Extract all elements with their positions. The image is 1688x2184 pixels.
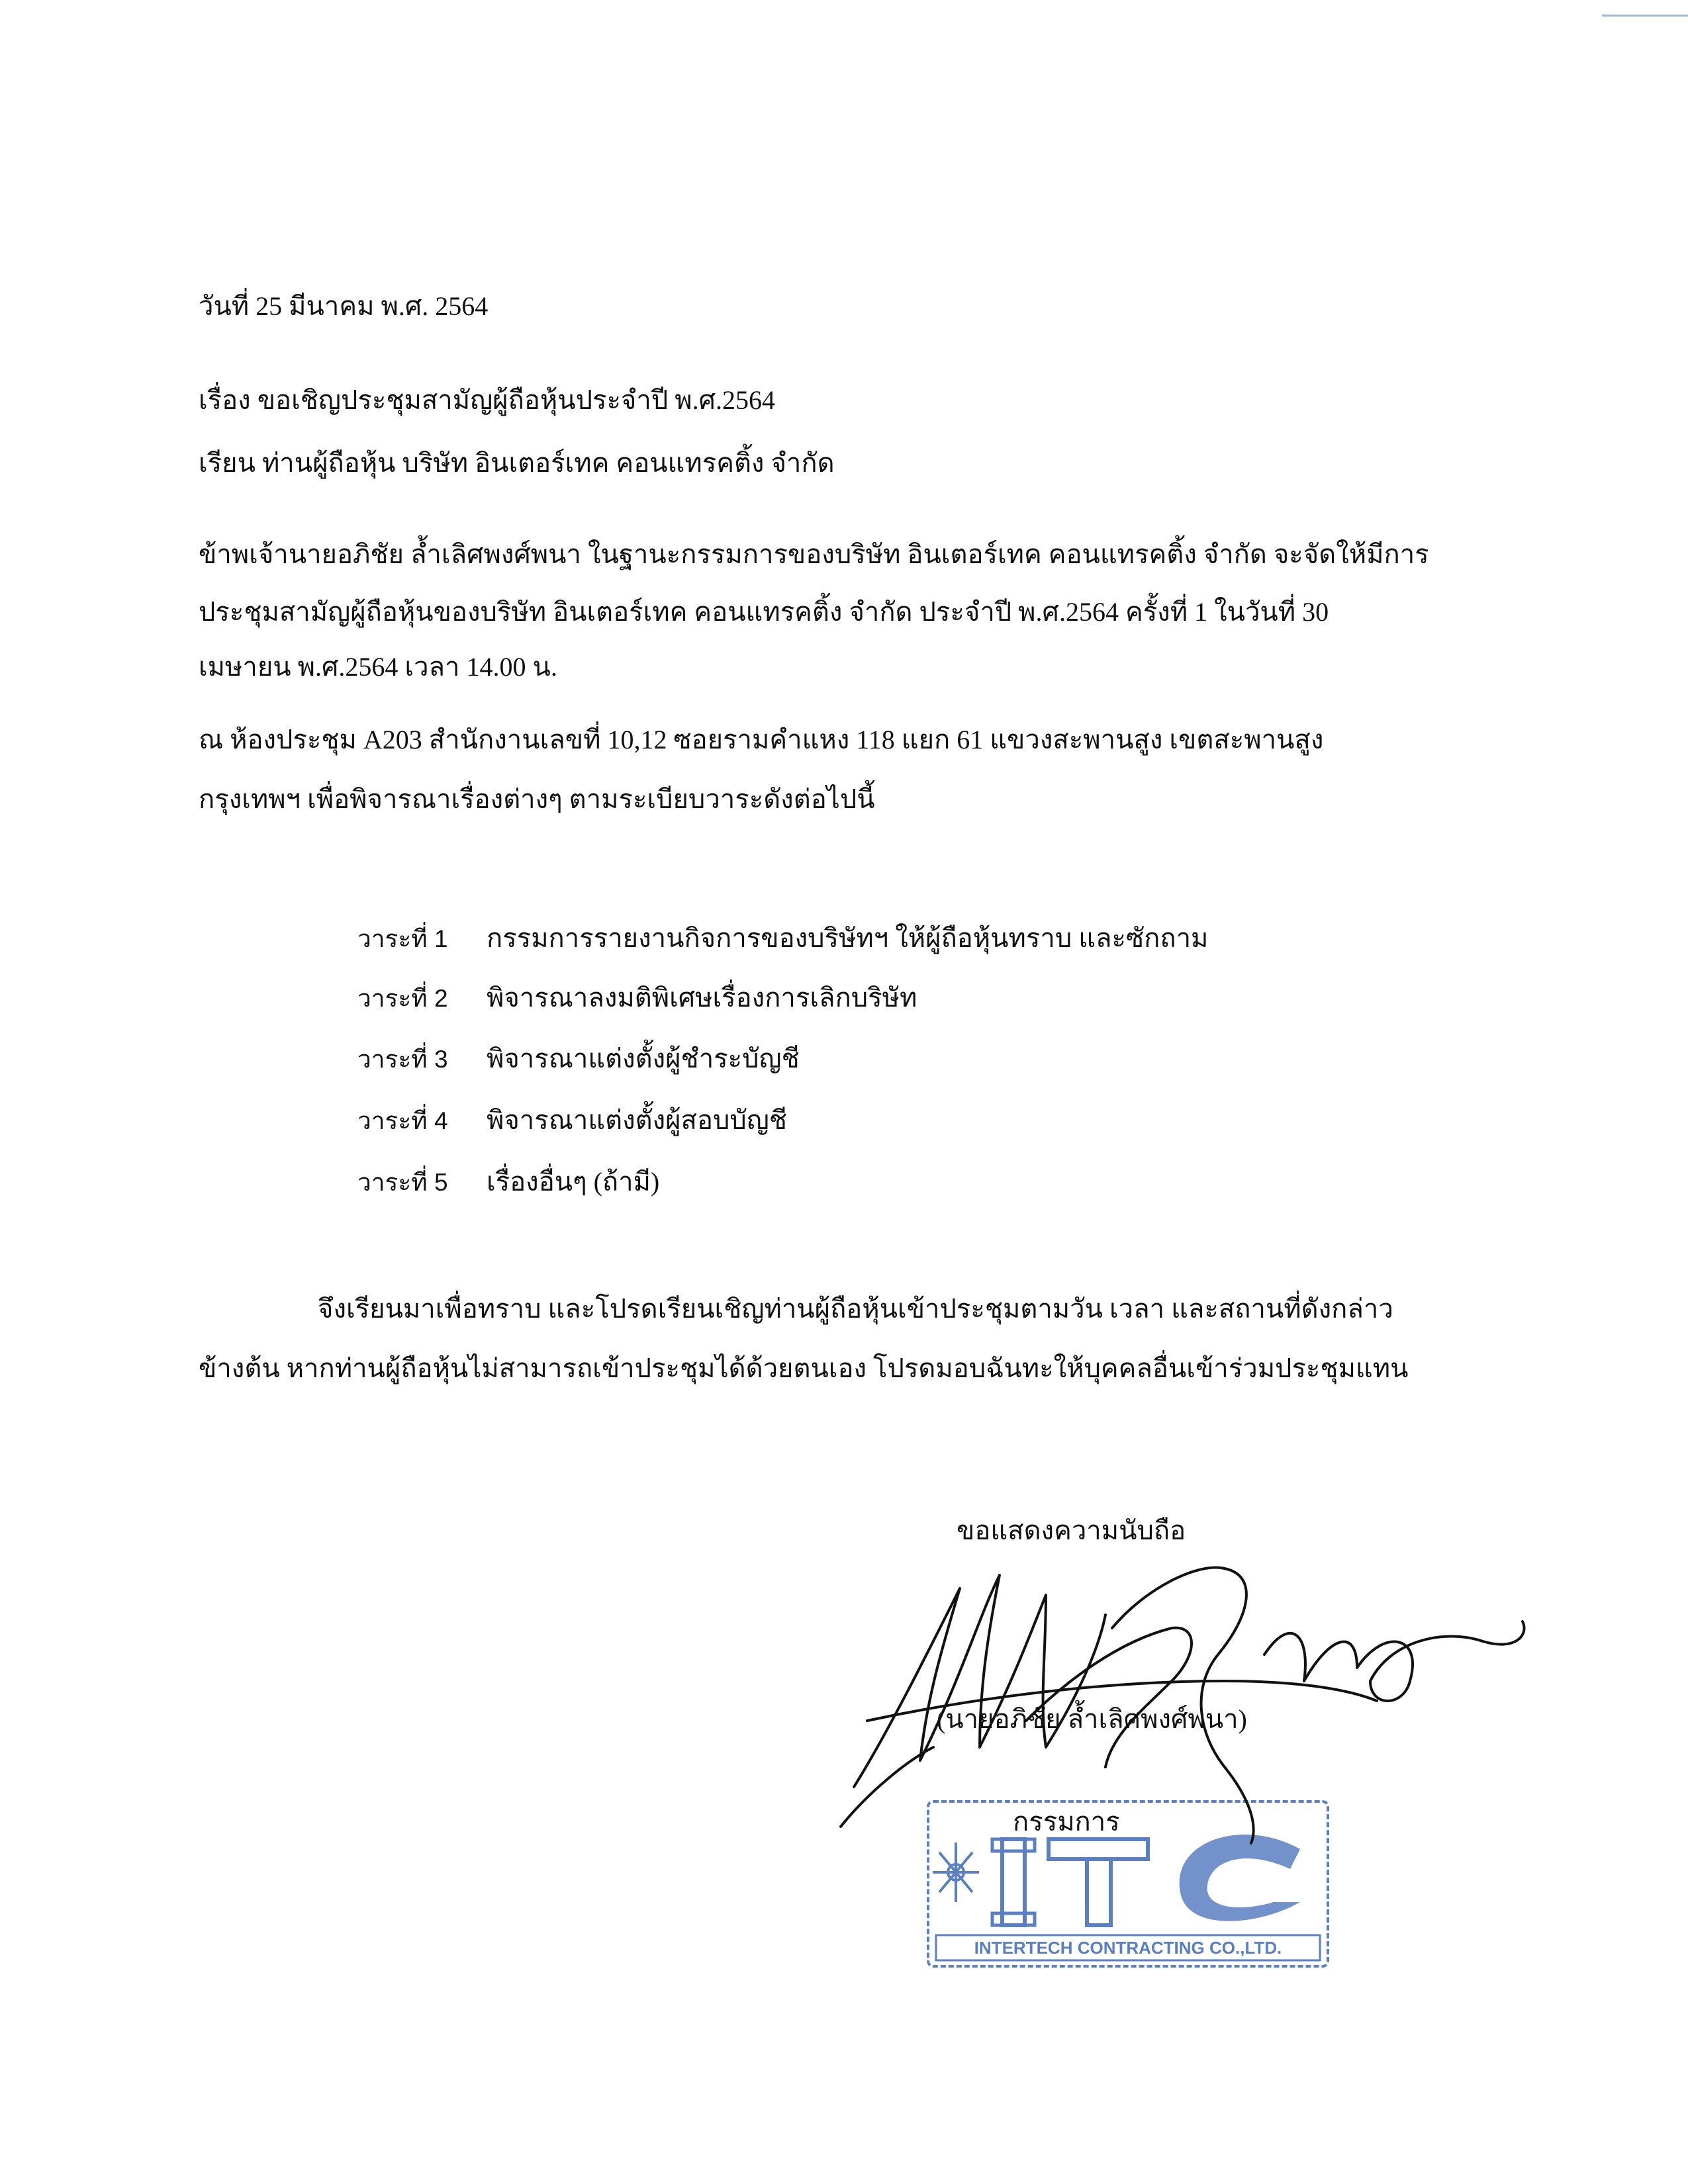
agenda-text: พิจารณาแต่งตั้งผู้ชำระบัญชี bbox=[487, 1044, 800, 1073]
stamp-company-text: INTERTECH CONTRACTING CO.,LTD. bbox=[974, 1938, 1282, 1958]
agenda-text: กรรมการรายงานกิจการของบริษัทฯ ให้ผู้ถือหุ้นทราบ และซักถาม bbox=[487, 923, 1209, 953]
agenda-text: พิจารณาลงมติพิเศษเรื่องการเลิกบริษัท bbox=[487, 983, 917, 1013]
body-para2-line2: กรุงเทพฯ เพื่อพิจารณาเรื่องต่างๆ ตามระเบียบวาระดังต่อไปนี้ bbox=[199, 784, 875, 814]
body-para1-line3: เมษายน พ.ศ.2564 เวลา 14.00 น. bbox=[199, 652, 557, 682]
signatory-title: กรรมการ bbox=[1013, 1807, 1120, 1837]
agenda-label: วาระที่ 2 bbox=[357, 985, 448, 1012]
agenda-item bbox=[357, 1163, 659, 1201]
closing-line2: ข้างต้น หากท่านผู้ถือหุ้นไม่สามารถเข้าประชุมได้ด้วยตนเอง โปรดมอบฉันทะให้บุคคลอื่นเข้าร่วมประชุมแทน bbox=[199, 1353, 1409, 1383]
agenda-text: เรื่องอื่นๆ (ถ้ามี) bbox=[487, 1167, 660, 1197]
closing-line1: จึงเรียนมาเพื่อทราบ และโปรดเรียนเชิญท่านผู้ถือหุ้นเข้าประชุมตามวัน เวลา และสถานที่ดังกล่าว bbox=[318, 1294, 1393, 1324]
agenda-label: วาระที่ 4 bbox=[357, 1107, 448, 1134]
body-para1-line1: ข้าพเจ้านายอภิชัย ล้ำเลิศพงศ์พนา ในฐานะกรรมการของบริษัท อินเตอร์เทค คอนแทรคติ้ง จำกัด จะจัดให้มีการ bbox=[199, 539, 1429, 569]
agenda-label: วาระที่ 1 bbox=[357, 925, 448, 952]
agenda-label: วาระที่ 5 bbox=[357, 1169, 448, 1196]
handwritten-signature bbox=[827, 1482, 1556, 1853]
agenda-item bbox=[357, 1102, 787, 1140]
signatory-name: (นายอภิชัย ล้ำเลิศพงศ์พนา) bbox=[937, 1704, 1247, 1734]
letter-date: วันที่ 25 มีนาคม พ.ศ. 2564 bbox=[199, 291, 489, 321]
letter-subject: เรื่อง ขอเชิญประชุมสามัญผู้ถือหุ้นประจำปี พ.ศ.2564 bbox=[199, 385, 775, 415]
letter-recipient: เรียน ท่านผู้ถือหุ้น บริษัท อินเตอร์เทค คอนแทรคติ้ง จำกัด bbox=[199, 448, 835, 478]
regards-text: ขอแสดงความนับถือ bbox=[957, 1516, 1186, 1545]
scan-corner-mark bbox=[1602, 0, 1688, 17]
agenda-label: วาระที่ 3 bbox=[357, 1046, 448, 1073]
agenda-text: พิจารณาแต่งตั้งผู้สอบบัญชี bbox=[487, 1105, 788, 1135]
agenda-item bbox=[357, 920, 1208, 958]
agenda-item bbox=[357, 979, 917, 1017]
body-para2-line1: ณ ห้องประชุม A203 สำนักงานเลขที่ 10,12 ซอยรามคำแหง 118 แยก 61 แขวงสะพานสูง เขตสะพานสูง bbox=[199, 725, 1324, 754]
body-para1-line2: ประชุมสามัญผู้ถือหุ้นของบริษัท อินเตอร์เทค คอนแทรคติ้ง จำกัด ประจำปี พ.ศ.2564 ครั้งที่ 1 ในวันที่ 30 bbox=[199, 597, 1329, 627]
agenda-item bbox=[357, 1040, 800, 1078]
